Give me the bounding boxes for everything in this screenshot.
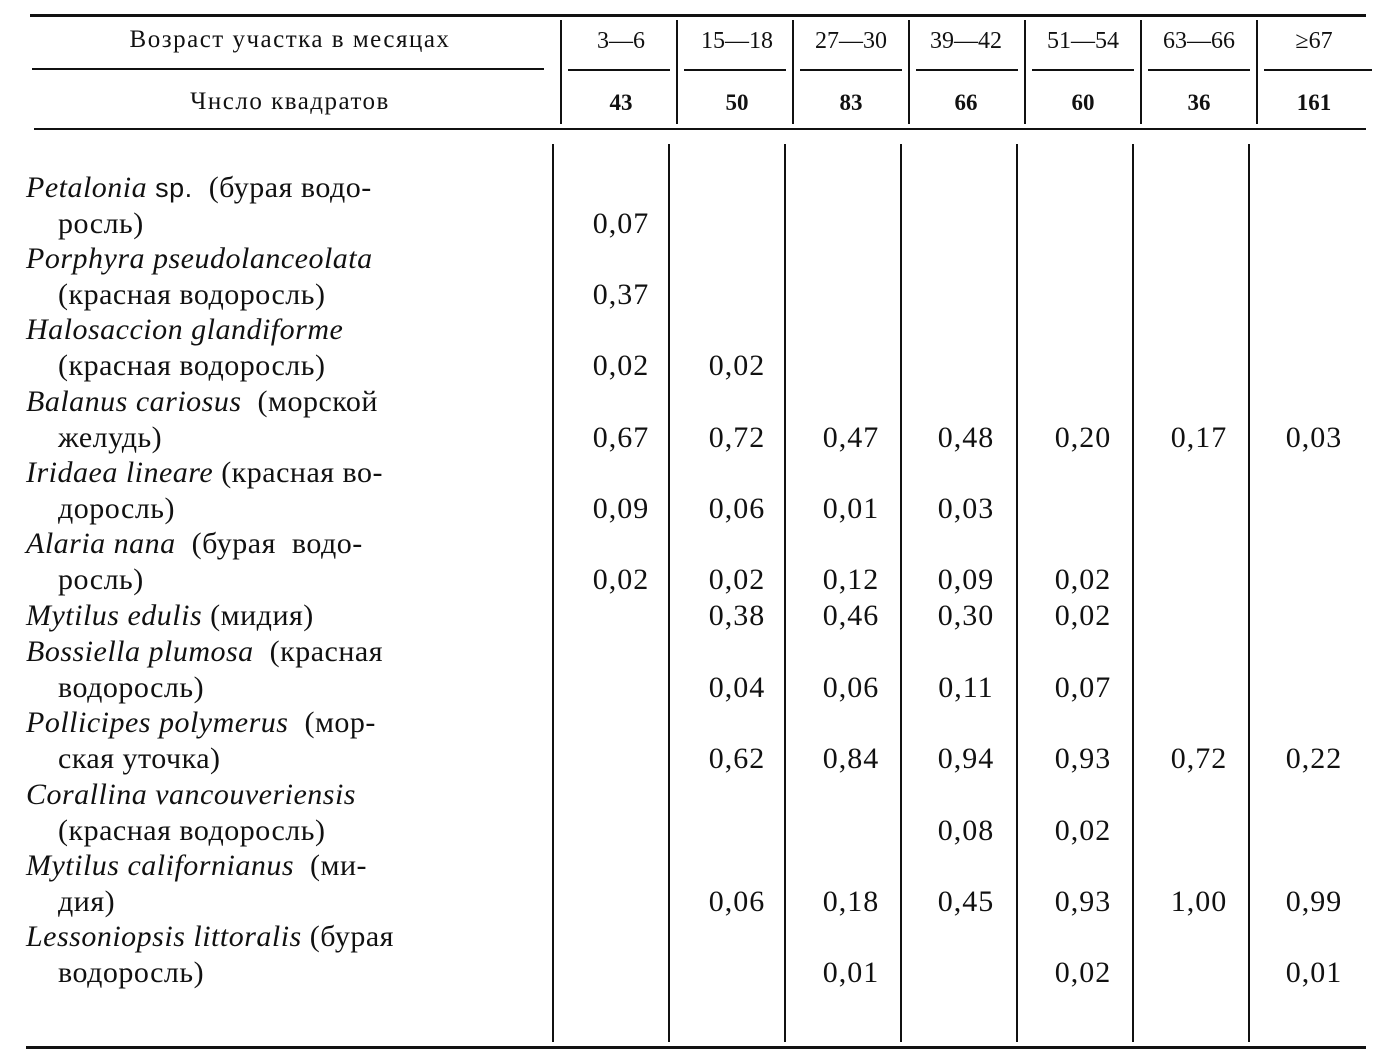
species-latin-name: Lessoniopsis littoralis — [26, 920, 302, 953]
species-name-line1 — [26, 848, 516, 884]
species-latin-name: Alaria nana — [26, 527, 176, 560]
frequency-value: 0,02 — [1054, 599, 1112, 632]
species-name-line2: росль) — [58, 563, 144, 596]
header-cell-rule — [1032, 69, 1134, 71]
header-cell-rule — [568, 69, 670, 71]
header-bottom-rule — [34, 128, 1366, 130]
header-cell-rule — [916, 69, 1018, 71]
age-range-cell: 39—42 — [930, 28, 1002, 54]
species-common-name-part: (ми- — [294, 849, 368, 882]
species-latin-name: Bossiella plumosa — [26, 635, 254, 668]
species-name-line2: (красная водоросль) — [58, 349, 326, 382]
top-rule — [30, 14, 1366, 17]
frequency-value: 0,99 — [1285, 885, 1343, 918]
frequency-value: 0,02 — [708, 349, 766, 382]
frequency-value: 0,02 — [1054, 563, 1112, 596]
species-name-line1 — [26, 170, 516, 206]
frequency-value: 0,06 — [708, 885, 766, 918]
species-name-line1 — [26, 384, 516, 420]
frequency-value: 0,37 — [592, 278, 650, 311]
species-name-line2: (красная водоросль) — [58, 814, 326, 847]
species-common-name-part: (бурая — [301, 920, 394, 953]
frequency-value: 0,46 — [822, 599, 880, 632]
species-name — [26, 241, 516, 313]
age-range-cell: 27—30 — [815, 28, 887, 54]
frequency-value: 0,07 — [592, 207, 650, 240]
species-common-name-part: (мор- — [288, 706, 376, 739]
species-latin-name: Corallina vancouveriensis — [26, 778, 356, 811]
species-common-name-part: (бурая водо- — [192, 171, 372, 204]
frequency-value: 0,67 — [592, 421, 650, 454]
frequency-value: 0,72 — [708, 421, 766, 454]
frequency-value: 1,00 — [1170, 885, 1228, 918]
header-column-divider — [792, 20, 794, 124]
frequency-value: 0,02 — [592, 349, 650, 382]
header-cell-rule — [800, 69, 902, 71]
species-latin-name: Mytilus edulis — [26, 599, 203, 632]
body-column-divider — [1248, 144, 1250, 1042]
species-common-name-part: (мидия) — [202, 599, 314, 632]
square-count-cell: 66 — [954, 90, 978, 115]
frequency-value: 0,48 — [937, 421, 995, 454]
species-name-line2: (красная водоросль) — [58, 278, 326, 311]
species-latin-name: Balanus cariosus — [26, 385, 242, 418]
bottom-rule — [26, 1046, 1366, 1049]
square-count-cell: 43 — [609, 90, 633, 115]
body-column-divider — [784, 144, 786, 1042]
age-range-cell: 51—54 — [1047, 28, 1119, 54]
frequency-value: 0,11 — [938, 671, 994, 704]
species-sp-abbrev: sp. — [147, 173, 193, 203]
header-column-divider — [1024, 20, 1026, 124]
frequency-value: 0,04 — [708, 671, 766, 704]
square-count-cell: 60 — [1071, 90, 1095, 115]
frequency-value: 0,22 — [1285, 742, 1343, 775]
body-column-divider — [552, 144, 554, 1042]
species-name-line2: водоросль) — [58, 671, 205, 704]
species-name-line2: росль) — [58, 207, 144, 240]
frequency-value: 0,02 — [708, 563, 766, 596]
frequency-value: 0,08 — [937, 814, 995, 847]
species-name — [26, 598, 516, 634]
frequency-value: 0,03 — [937, 492, 995, 525]
species-name — [26, 919, 516, 991]
header-column-divider — [676, 20, 678, 124]
species-common-name-part: (красная — [253, 635, 384, 668]
frequency-value: 0,20 — [1054, 421, 1112, 454]
species-common-name-part: (бурая водо- — [175, 527, 363, 560]
species-name — [26, 170, 516, 242]
species-name-line1 — [26, 241, 516, 277]
body-column-divider — [668, 144, 670, 1042]
header-cell-rule — [684, 69, 786, 71]
frequency-value: 0,02 — [1054, 956, 1112, 989]
frequency-value: 0,01 — [822, 492, 880, 525]
age-range-cell: 3—6 — [597, 28, 645, 54]
species-name — [26, 384, 516, 456]
species-name-line1 — [26, 777, 516, 813]
body-column-divider — [1016, 144, 1018, 1042]
frequency-value: 0,09 — [592, 492, 650, 525]
frequency-value: 0,12 — [822, 563, 880, 596]
frequency-value: 0,93 — [1054, 885, 1112, 918]
count-header-label: Чнсло квадратов — [190, 88, 390, 115]
square-count-cell: 50 — [725, 90, 749, 115]
frequency-value: 0,45 — [937, 885, 995, 918]
species-name-line2: дия) — [58, 885, 116, 918]
header-column-divider — [908, 20, 910, 124]
species-name-line1 — [26, 634, 516, 670]
frequency-value: 0,02 — [1054, 814, 1112, 847]
frequency-value: 0,06 — [822, 671, 880, 704]
square-count-cell: 161 — [1296, 90, 1332, 115]
species-name-line1 — [26, 526, 516, 562]
age-range-cell: 63—66 — [1163, 28, 1235, 54]
age-header-label: Возраст участка в месяцах — [129, 26, 451, 53]
species-name-line1 — [26, 455, 516, 491]
species-name — [26, 526, 516, 598]
frequency-value: 0,01 — [822, 956, 880, 989]
species-name-line2: водоросль) — [58, 956, 205, 989]
species-latin-name: Halosaccion glandiforme — [26, 313, 344, 346]
header-column-divider — [560, 20, 562, 124]
frequency-value: 0,47 — [822, 421, 880, 454]
species-name — [26, 777, 516, 849]
frequency-value: 0,30 — [937, 599, 995, 632]
species-name-line2: ская уточка) — [58, 742, 221, 775]
frequency-value: 0,84 — [822, 742, 880, 775]
header-cell-rule — [1264, 69, 1372, 71]
header-column-divider — [1140, 20, 1142, 124]
body-column-divider — [900, 144, 902, 1042]
species-name — [26, 455, 516, 527]
frequency-value: 0,02 — [592, 563, 650, 596]
frequency-value: 0,38 — [708, 599, 766, 632]
species-name-line1 — [26, 598, 516, 634]
species-name — [26, 312, 516, 384]
species-name — [26, 634, 516, 706]
species-name-line2: желудь) — [58, 421, 163, 454]
species-name-line1 — [26, 312, 516, 348]
species-name-line2: доросль) — [58, 492, 175, 525]
frequency-value: 0,07 — [1054, 671, 1112, 704]
frequency-value: 0,72 — [1170, 742, 1228, 775]
header-mid-rule — [32, 68, 544, 70]
frequency-value: 0,06 — [708, 492, 766, 525]
species-latin-name: Petalonia — [26, 171, 148, 204]
species-latin-name: Mytilus californianus — [26, 849, 294, 882]
square-count-cell: 83 — [839, 90, 863, 115]
age-range-cell: 15—18 — [701, 28, 773, 54]
species-name-line1 — [26, 705, 516, 741]
species-latin-name: Iridaea lineare — [26, 456, 214, 489]
species-name-line1 — [26, 919, 516, 955]
frequency-value: 0,18 — [822, 885, 880, 918]
body-column-divider — [1132, 144, 1134, 1042]
age-range-cell: ≥67 — [1295, 28, 1333, 54]
square-count-cell: 36 — [1187, 90, 1211, 115]
frequency-value: 0,09 — [937, 563, 995, 596]
header-cell-rule — [1148, 69, 1250, 71]
frequency-value: 0,94 — [937, 742, 995, 775]
frequency-value: 0,03 — [1285, 421, 1343, 454]
header-column-divider — [1256, 20, 1258, 124]
species-common-name-part: (красная во- — [213, 456, 384, 489]
frequency-value: 0,93 — [1054, 742, 1112, 775]
species-name — [26, 848, 516, 920]
species-name — [26, 705, 516, 777]
species-latin-name: Pollicipes polymerus — [26, 706, 289, 739]
frequency-value: 0,17 — [1170, 421, 1228, 454]
species-common-name-part: (морской — [241, 385, 378, 418]
species-latin-name: Porphyra pseudolanceolata — [26, 242, 373, 275]
frequency-value: 0,01 — [1285, 956, 1343, 989]
frequency-value: 0,62 — [708, 742, 766, 775]
